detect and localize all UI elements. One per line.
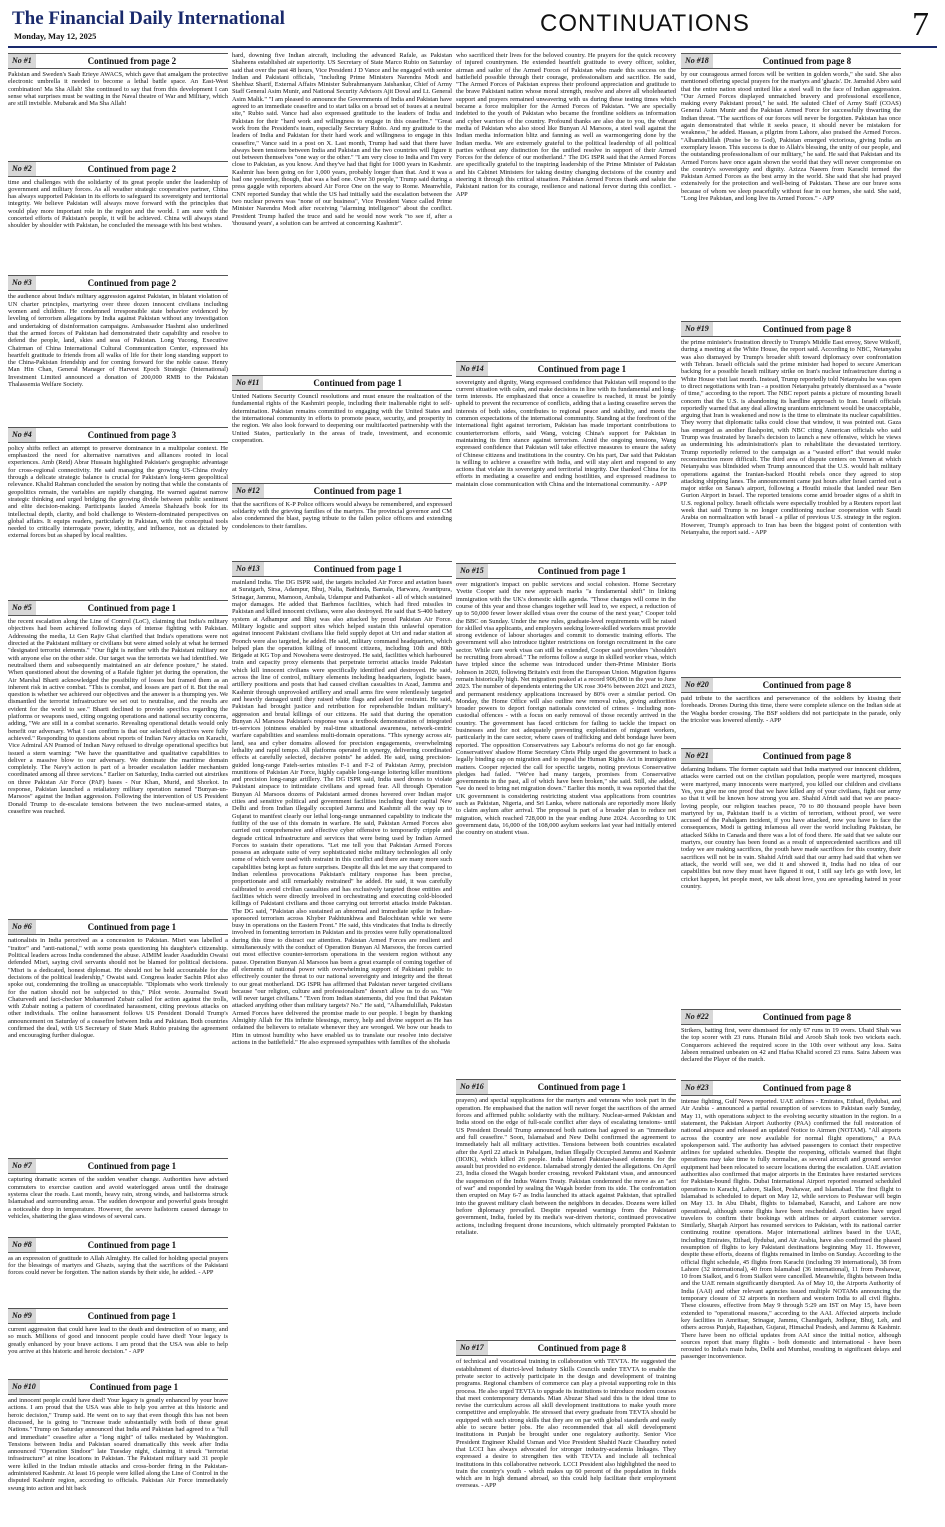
continuation-item — [681, 748, 901, 1007]
section-title: CONTINUATIONS — [540, 10, 750, 37]
item-body-text: prayers) and special supplications for the martyrs and veterans who took part in the operation. He emphasised that the nation will never forget the sacrifices of the armed forces and affirmed public solidarity with the military. Nuclear-armed Pakistan and India stood on the edge of full-scale conflict after days of escalating tensions- until US President Donald Trump announced both nations had agreed to an "immediate and full ceasefire." Soon, Islamabad and New Delhi confirmed the agreement to immediately halt all military activities. Tensions between both countries escalated after the April 22 attack in Pahalgam, Indian Illegally Occupied Jammu and Kashmir (IIOJK), which killed 26 people. India blamed Pakistan-based elements for the assault but provided no evidence. Islamabad strongly denied the allegations. On April 23, India closed the Wagah border crossing, revoked Pakistani visas, and announced the suspension of the Indus Waters Treaty. Pakistan condemned the move as an "act of war" and responded by sealing the Wagah border from its side. The confrontation then erupted on May 6-7 as India launched its attack against Pakistan, that spiralled into the gravest military clash between the neighbors in decades. Dozens were killed before diplomacy prevailed. Despite repeated warnings from the Pakistani government, India, fueled by its media's war-driven rhetoric, continued provocative actions, including frequent drone incursions, which ultimately prompted Pakistan to retaliate. — [456, 1097, 676, 1236]
item-continued-label: Continued from page 1 — [313, 378, 402, 389]
item-number: No #8 — [8, 1238, 36, 1252]
continuation-item — [8, 1237, 228, 1306]
item-number: No #11 — [232, 376, 263, 390]
item-body-text: nationalists in India perceived as a concession to Pakistan. Misri was labelled a "traitor" and "anti-national," with some posts questioning his daughter's citizenship. Political leaders across India condemned the abuse. AIMIM leader Asaduddin Owaisi defended Misri, saying civil servants should not be blamed for political decisions. "Misri is a dedicated, honest diplomat. He should not be held accountable for the decisions of the political leadership," Owaisi said. Congress leader Sachin Pilot also spoke out, condemning the trolling as unacceptable. "Diplomats who work tirelessly for the nation should not be subjected to this," Pilot wrote. Journalist Swati Chaturvedi and fact-checker Mohammed Zubair called for action against the trolls, with Zubair noting a pattern of coordinated harassment, citing previous attacks on other individuals. The online harassment follows US President Donald Trump's announcement on Saturday of a ceasefire between India and Pakistan. Both countries confirmed the deal, with US Secretary of State Mark Rubio praising the agreement and encouraging further dialogue. — [8, 937, 228, 1040]
item-continued-label: Continued from page 2 — [87, 278, 177, 289]
item-continued-label: Continued from page 1 — [537, 566, 627, 577]
item-number: No #14 — [456, 362, 488, 376]
continuation-item — [456, 1340, 676, 1520]
item-continued-label: Continued from page 1 — [87, 603, 177, 614]
continuation-item — [8, 600, 228, 917]
continuation-item — [8, 1379, 228, 1520]
continuation-item — [456, 1079, 676, 1338]
item-number: No #20 — [681, 678, 713, 692]
item-header — [8, 53, 228, 69]
item-number: No #15 — [456, 564, 488, 578]
item-body-text: time and challenges with the solidarity of its great people under the leadership of government and military forces. As all weather strategic cooperative partner, China has always supported Pakistan in its efforts to safeguard its sovereignty and territorial integrity. We believe Pakistan will always move forward with the principles that would play more important role in the region and the world. I am sure with the concerted efforts of Pakistan's people, it will be achieved. China will always stand shoulder by shoulder with Pakistan, he concluded the message with his best wishes. — [8, 178, 228, 230]
continuation-item — [232, 561, 452, 1338]
item-header — [232, 483, 452, 499]
continuation-item — [681, 53, 901, 319]
item-header — [8, 427, 228, 443]
item-continued-label: Continued from page 1 — [87, 1161, 177, 1172]
masthead — [8, 6, 937, 44]
item-header — [8, 161, 228, 177]
item-number: No #23 — [681, 1081, 713, 1095]
item-header — [456, 563, 676, 579]
publication-date: Monday, May 12, 2025 — [14, 31, 97, 41]
item-continued-label: Continued from page 1 — [87, 922, 177, 933]
item-header — [681, 1009, 901, 1025]
item-continued-label: Continued from page 8 — [762, 324, 852, 335]
continuation-item — [8, 275, 228, 424]
item-header — [8, 600, 228, 616]
item-body-text: current aggression that could have lead to the death and destruction of so many, and so much. Millions of good and innocent people could have died! Your legacy is greatly enhanced by your brave actions. I am proud that the USA was able to help you arrive at this historic and heroic decision." - APP — [8, 1325, 228, 1355]
item-continued-label: Continued from page 1 — [313, 564, 403, 575]
item-continued-label: Continued from page 8 — [762, 1011, 852, 1022]
item-number: No #3 — [8, 276, 36, 290]
column-1 — [8, 52, 228, 1520]
item-body-text: Strikers, batting first, were dismissed for only 67 runs in 19 overs. Ubaid Shah was the top scorer with 23 runs. Hunain Bilal and Aroob Shah took two wickets each. Conquerors achieved the required score in the 10th over without any loss. Saira Jabeen remained unbeaten on 42 and Hafsa Khalid scored 23 runs. Saira Jabeen was declared the Player of the match. — [681, 1026, 901, 1064]
continuation-item — [681, 1009, 901, 1078]
continuation-item — [681, 1080, 901, 1520]
column-4 — [681, 52, 901, 1520]
item-number: No #19 — [681, 322, 713, 336]
item-continued-label: Continued from page 3 — [87, 429, 177, 440]
item-number: No #18 — [681, 54, 713, 68]
item-continued-label: Continued from page 2 — [87, 163, 177, 174]
item-body-text: the recent escalation along the Line of Control (LoC), claiming that India's military objectives had been achieved following days of intense fighting with Pakistan. Addressing the media, Lt Gen Rajiv Ghai clarified that India's operations were not directed at the Pakistani military or civilians but were aimed solely at what he termed "designated terrorist elements." "Our fight is neither with the Pakistani military nor with anyone else on the other side. Our target was the terrorists we had identified. We neutralised them and subsequently maintained an air defence posture," he stated. When questioned about the downing of a Rafale fighter jet during the operation, the Air Marshal Bharti acknowledged the possibility of losses but framed them as an inherent risk in active combat. "This is combat, and losses are part of it. But the real question is whether we achieved our objectives and the answer is a thumping yes. We dismantled the terrorist infrastructure we set out to neutralise, and the results are evident for the world to see." Bharti declined to provide specifics regarding the platforms or weapons used, citing ongoing operations and national security concerns, adding, "We are still in a combat scenario. Revealing operational details would only benefit our adversary. What I can confirm is that our selected objectives were fully achieved." Responding to questions about reports of Indian Navy attacks on Karachi, Vice Admiral AN Pramod of Indian Navy refused to divulge operational specifics but issued a stern warning: "We have the quantitative and qualitative capabilities to deliver a massive blow to our adversary. We dominate the maritime domain completely. The Navy's action is part of a broader escalation ladder mechanism coordinated among all three services." Earlier on Saturday, India carried out airstrikes on three Pakistan Air Force (PAF) bases - Nur Khan, Murid, and Shorkot. In response, Pakistan launched a retaliatory military operation named "Bunyan-un-Marsoos" against the Indian aggression. Following the intervention of US President Donald Trump to de-escalate tensions between the two nuclear-armed states, a ceasefire was reached. — [8, 618, 228, 815]
item-body-text: policy shifts reflect an attempt to preserve dominance in a multipolar context. He emphasized the need for alternative narratives and alliances rooted in local experiences. Amb (Retd) Abrar Hussain highlighted Pakistan's geographic advantage for cross-regional connectivity. He said managing the growing US-China rivalry through a delicate strategic balance is crucial for Pakistan's long-term geopolitical relevance. Khalid Rahman concluded the session by noting that while the constants of geopolitics remain, the variables are rapidly changing. He warned against narrow strategic thinking and urged bridging the growing divide between public sentiment and elite decision-making. Participants lauded Ameela Shahzad's book for its intellectual depth, clarity, and bold challenge to Western-dominated perspectives on global affairs. It equips readers, particularly in Pakistan, with the conceptual tools needed to critically interrogate power, identity, and influence, not as dictated by external forces but as shaped by local realities. — [8, 444, 228, 540]
item-number: No #9 — [8, 1309, 36, 1323]
item-body-text: sovereignty and dignity, Wang expressed confidence that Pakistan will respond to the current situation with calm, and make decisions in line with its fundamental and long-term interests. He emphasized that once a ceasefire is reached, it must be jointly upheld to prevent the recurrence of conflicts, adding that a lasting ceasefire serves the interests of both sides, contributes to regional peace and stability, and meets the common expectations of the international community. Standing at the forefront of the international fight against terrorism, Pakistan has made important contributions to counterterrorism efforts, said Wang, voicing China's support for Pakistan in maintaining its firm stance against terrorism. Amid the ongoing tensions, Wang expressed confidence that Pakistan will take effective measures to ensure the safety of Chinese citizens and institutions in the country. On his part, Dar said that Pakistan is willing to achieve a ceasefire with India, and will stay alert and respond to any actions that violate its sovereignty and territorial integrity. Dar thanked China for its efforts in mediating a ceasefire and ending hostilities, and expressed readiness to maintain close communication with China and the international community. - APP — [456, 378, 676, 488]
continuation-item — [8, 1158, 228, 1234]
continuation-item — [232, 52, 452, 373]
item-continued-label: Continued from page 8 — [537, 1343, 627, 1354]
continuation-item — [681, 321, 901, 675]
item-continued-label: Continued from page 8 — [762, 751, 852, 762]
item-header — [456, 1079, 676, 1095]
item-body-text: the audience about India's military aggression against Pakistan, in blatant violation of UN charter principles, martyring over three dozen innocent civilians including women and children. He condemned irresponsible state behavior evidenced by leveling of terrorism allegations by India against Pakistan without any investigation and undertaking of disinformation campaigns. Ambassador Hashmi also underlined that the armed forces of Pakistan had demonstrated their capability and resolve to defend the people, land, skies and seas of Pakistan. Long Yucong, Executive Chairman of China International Cultural Communication Center, expressed his heartfelt gratitude to friends from all walks of life for their long standing support to the China-Pakistan friendship and for coming forward for the noble cause. Henry Man Hin Chan, General Manager of Harvest Epoch Strategic (International) Investment Limited announced a donation of 200,000 RMB to the Pakistan Thalassemia Welfare Society. — [8, 293, 228, 389]
item-continued-label: Continued from page 1 — [87, 1239, 177, 1250]
item-body-text: hard, downing five Indian aircraft, including the advanced Rafale, as Pakistan Shaheens established air superiority. US Secretary of State Marco Rubio on Saturday said that over the past 48 hours, Vice President J D Vance and he engaged with senior Indian and Pakistani officials, "including Prime Ministers Narendra Modi and Shehbaz Sharif, External Affairs Minister Subrahmanyam Jaishankar, Chief of Army Staff General Asim Munir, and National Security Advisors Ajit Doval and Lt. General Asim Malik." "I am pleased to announce the Governments of India and Pakistan have agreed to an immediate ceasefire and to start talks on a broad set of issues at a neutral site," Rubio said. Vance had also expressed gratitude to the leaders of India and Pakistan for their "hard work and willingness to engage in this ceasefire." "Great work from the President's team, especially Secretary Rubio. And my gratitude to the leaders of India and Pakistan for their hard work and willingness to engage in this ceasefire," Vance said in a post on X. Last month, Trump had said that there have always been tensions between India and Pakistan and the two countries will figure it out between themselves "one way or the other." "I am very close to India and I'm very close to Pakistan, as you know. And they've had that fight for 1000 years in Kashmir. Kashmir has been going on for 1,000 years, probably longer than that. And it was a bad one yesterday, though, that was a bad one. Over 30 people," Trump said during a press gaggle with reporters aboard Air Force One on the way to Rome. Meanwhile, CNN reported Sunday that while the US had initially said the escalation between the two nuclear powers was "none of our business", Vice President Vance called Prime Minister Narendra Modi after receiving "alarming intelligence" about the conflict. President Trump hailed the truce and said he would now work "to see if, after a 'thousand years', a solution can be arrived at concerning Kashmir". — [232, 52, 452, 227]
item-header — [232, 561, 452, 577]
item-number: No #16 — [456, 1080, 488, 1094]
item-number: No #2 — [8, 162, 36, 176]
item-number: No #21 — [681, 749, 713, 763]
item-number: No #10 — [8, 1380, 40, 1394]
newspaper-name: The Financial Daily International — [12, 8, 285, 29]
continuation-item — [232, 483, 452, 559]
continuation-item — [232, 375, 452, 481]
continuation-item — [8, 919, 228, 1156]
item-body-text: paid tribute to the sacrifices and perseverance of the soldiers by kissing their foreheads. Drones During this time, there were complete silence on the Indian side at the Wagha border crossing. The BSF soldiers did not participate in the parade, only the tricolor was lowered silently. - APP — [681, 694, 901, 724]
item-body-text: United Nations Security Council resolutions and must ensure the realization of the fundamental rights of the Kashmiri people, including their inalienable right to self-determination. Pakistan remains committed to engaging with the United States and the international community in efforts to promote peace, security, and prosperity in the region. We also look forward to deepening our multifaceted partnership with the United States, particularly in the areas of trade, investment, and economic cooperation. — [232, 393, 452, 444]
continuation-item — [8, 161, 228, 274]
item-header — [456, 1340, 676, 1356]
item-body-text: capturing dramatic scenes of the sudden weather change. Authorities have advised commuters to exercise caution and avoid waterlogged areas until the drainage systems clear the roads. Last month, heavy rain, strong winds, and hailstorms struck Islamabad and surrounding areas. The sudden downpour and powerful gusts brought a noticeable drop in temperature. However, the severe hailstorm caused damage to vehicles, shattering the glass windows of several cars. — [8, 1176, 228, 1220]
item-number: No #22 — [681, 1010, 713, 1024]
continuation-item — [8, 427, 228, 598]
item-body-text: defaming Indians. The former captain said that India martyred our innocent children, attacks were carried out on the civilian population, people were martyred, mosques were martyred, many innocents were martyred, you killed our children and civilians Yes, you give me one proof that we have killed any of your civilians, fight our army so that it will be known how strong you are. Shahid Afridi said that we are peace-loving people, our religion teaches peace, 70 to 80 thousand people have been martyred by us, Pakistan itself is a victim of terrorism, without proof, we were accused of the Pahalgam incident, if you have attacked, now you have to face the consequences, Modi is getting infamous all over the world including Pakistan, he attacked Sikhs in Canada and there was a lot of food there. He said that we salute our martyrs, our country has been found as a result of unprecedented sacrifices and till today we are making sacrifices, the youth have made sacrifices for this country, their sacrifices will not be in vain. Shahid Afridi said that our army had said that when we attack, the world will see, we did it and showed it, India had no idea of our capabilities but now they must have figured it out, I still say let's go with love, let cricket happen, let people meet, we talk about love, you are spreading hatred in your country. — [681, 766, 901, 890]
column-3 — [456, 52, 676, 1520]
item-number: No #4 — [8, 428, 36, 442]
column-2 — [232, 52, 452, 1520]
item-header — [681, 1080, 901, 1096]
item-body-text: intense fighting, Gulf News reported. UAE airlines - Emirates, Etihad, flydubai, and Air Arabia - announced a partial resumption of services to Pakistan early Sunday, May 11, with operations subject to the evolving security situation in the region. In a statement, the Pakistan Airport Authority (PAA) confirmed the full restoration of national airspace and released an updated Notice to Airmen (NOTAM). "All airports across the country are now available for normal flight operations," a PAA spokesperson said. The authority has advised passengers to contact their respective airlines for updated schedules. Despite the reopening, officials warned that flight operations may take time to fully normalise, as several aircraft and ground service equipment had been relocated to secure locations during the escalation. UAE aviation authorities also confirmed that major airports in the Emirates have restarted services for Pakistan-bound flights. Dubai International Airport reported resumed scheduled operations to Karachi, Lahore, Sialkot, Peshawar, and Islamabad. The first flight to Islamabad is scheduled to depart on May 12, while services to Peshawar will begin on May 13. In Abu Dhabi, flights to Islamabad, Karachi, and Lahore are now operational, although some flights have been rescheduled. Authorities have urged travelers to confirm their bookings with airlines or airport customer service. Similarly, Sharjah Airport has resumed services to Pakistan, with its national carrier continuing routine operations. Major international airlines based in the UAE, including Emirates, Etihad, flydubai, and Air Arabia, have also confirmed the phased resumption of flights to key Pakistani destinations beginning May 11. However, despite these efforts, dozens of flights remained in limbo on Sunday. According to the official flight schedule, 45 flights from Karachi (including 39 international), 38 from Lahore (32 international), 40 from Islamabad (36 international), 11 from Peshawar, 10 from Sialkot, and 6 from Sialkot were cancelled. Meanwhile, flights between India and the UAE remain significantly disrupted. As of May 10, the Airports Authority of India (AAI) and other relevant agencies issued multiple NOTAMs announcing the temporary closure of 32 airports in northern and western India to all civil flights. These closures, effective from May 9 through 5:29 am IST on May 15, have been extended to "operational reasons," according to the AAI. Affected airports include key facilities in Amritsar, Srinagar, Jammu, Chandigarh, Jodhpur, Bhuj, Leh, and others across Punjab, Rajasthan, Gujarat, Himachal Pradesh, and Jammu & Kashmir. There have been no official updates from AAI since the initial notice, although sources report that many flights - both domestic and international - have been rerouted to India's main hubs, Delhi and Mumbai, resulting in significant delays and passenger inconvenience. — [681, 1098, 901, 1361]
item-continued-label: Continued from page 1 — [313, 485, 403, 496]
item-header — [8, 275, 228, 291]
continuation-item — [456, 52, 676, 359]
item-number: No #5 — [8, 601, 36, 615]
item-header — [681, 677, 901, 693]
item-body-text: the prime minister's frustration directly to Trump's Middle East envoy, Steve Witkoff, during a meeting at the White House, the report said. According to NBC, Netanyahu was also dismayed by Trump's broader shift toward diplomacy over confrontation with Tehran. Israeli officials said the prime minister had hoped to secure American backing for a possible Israeli military strike on Iran's nuclear infrastructure during a White House visit last month. Instead, Trump reportedly told Netanyahu he was open to direct negotiations with Iran - a position Netanyahu privately dismissed as a "waste of time," according to the report. The NBC report paints a picture of mounting Israeli concern that the U.S. is abandoning its hardline approach to Iran. Israeli officials reportedly warned that any deal allowing uranium enrichment would be unacceptable, arguing that Iran is weakened and now is the time to eliminate its nuclear capabilities. They worry that diplomatic talks could close that window, it was pointed out. Gaza has emerged as another flashpoint, with NBC citing American officials who said Trump was frustrated by Israel's decision to launch a new offensive, which he views as undermining his administration's plan to rehabilitate the devastated territory. Trump reportedly referred to the campaign as a "wasted effort" that would make reconstruction more difficult. The third area of dispute centers on Yemen at which Netanyahu was blindsided when Trump announced that the U.S. would halt military operations against the Iranian-backed Houthi rebels once they agreed to stop attacking shipping lanes. The announcement came just hours after Israel carried out a major strike on Sanaa's airport, following a Houthi missile that landed near Ben Gurion Airport in Israel. The reported tensions come amid broader signs of a shift in U.S. regional policy. Israeli officials were especially troubled by a Reuters report last week that said Trump is no longer conditioning nuclear cooperation with Saudi Arabia on normalization with Israel - a pillar of previous U.S. strategy in the region. However, Trump's approach to Iran has been the biggest point of contention with Netanyahu, the report said. - APP — [681, 339, 901, 536]
item-body-text: and innocent people could have died! Your legacy is greatly enhanced by your brave actions. I am proud that the USA was able to help you arrive at this historic and heroic decision," Trump said. He went on to say that even though this has not been discussed, he is going to "increase trade substantially with both of these great Nations." Trump on Saturday announced that India and Pakistan had agreed to a "full and immediate" ceasefire after a "long night" of talks mediated by Washington. Tensions between India and Pakistan soared dramatically this week after India announced "Operation Sindoor" late Tuesday night, claiming it struck "terrorist infrastructure" at nine locations in Pakistan. The Pakistani military said 31 people were killed in the Indian missile attacks and cross-border firing in the Pakistan-administered Kashmir. At least 16 people were killed along the Line of Control in the disputed Kashmir region, according to officials. Pakistan Air Force immediately swung into action and hit back — [8, 1397, 228, 1492]
item-body-text: as an expression of gratitude to Allah Almighty. He called for holding special prayers for the blessings of martyrs and Ghazis, saying that the sacrifices of the Pakistani forces could never be forgotten. The nation stands by their side, he added. - APP — [8, 1254, 228, 1277]
item-continued-label: Continued from page 1 — [87, 1310, 177, 1321]
item-body-text: over migration's impact on public services and social cohesion. Home Secretary Yvette Cooper said the new approach marks "a fundamental shift" in linking immigration with the UK's domestic skills agenda. "Those changes will come in the course of this year and those changes together will lead to, we expect, a reduction of up to 50,000 fewer lower skilled visas over the course of the next year," Cooper told the BBC on Sunday. Under the new rules, graduate-level requirements will be raised for skilled visa applicants, and employers seeking lower-skilled workers must provide strong evidence of labour shortages and commit to domestic training efforts. The government will also introduce tighter restrictions on foreign recruitment in the care sector. While care work visas can still be extended, Cooper said providers "shouldn't be recruiting from abroad." The reforms follow a surge in skilled worker visas, which have tripled since the scheme was introduced under then-Prime Minister Boris Johnson in 2020, following Britain's exit from the European Union. Migration figures remain historically high. Net migration peaked at a record 906,000 in the year to June 2023. The number of dependents entering the UK rose 304% between 2021 and 2023, and permanent residency applications increased by 80% over a similar period. On Monday, the Home Office will also outline new removal rules, giving authorities broader powers to deport foreign nationals convicted of crimes - including non-custodial offences - with a focus on early removal of those recently arrived in the country. The government has faced criticism for failing to tackle the impact on businesses and for not adequately preventing exploitation of migrant workers, particularly in the care sector, where cases of trafficking and debt bondage have been reported. The opposition Conservatives say Labour's reforms do not go far enough. Conservatives' shadow Home Secretary Chris Philp urged the government to back a legally binding cap on migration and to repeal the Human Rights Act in immigration matters. Cooper rejected the call for specific targets, noting previous Conservative pledges had failed. "We've had many targets, promises from Conservative governments in the past, all of which have been broken," she said. Still, she added, "we do need to bring net migration down." Earlier this month, it was reported that the UK government is considering restricting student visa applications from countries such as Pakistan, Nigeria, and Sri Lanka, where nationals are reportedly more likely to claim asylum after arrival. The proposal is part of a broader plan to reduce net migration, which reached 728,000 in the year ending June 2024. According to UK government data, 16,000 of the 108,000 asylum seekers last year had initially entered the country on student visas. — [456, 581, 676, 837]
item-number: No #12 — [232, 484, 264, 498]
item-header — [681, 748, 901, 764]
page-number: 7 — [912, 6, 929, 43]
item-number: No #6 — [8, 920, 36, 934]
item-header — [681, 53, 901, 69]
item-body-text: that the sacrifices of K-P Police officers would always be remembered, and expressed solidarity with the grieving families of the martyrs. The provincial governor and CM also condemned the blast, paying tribute to the fallen police officers and extending condolences to their families. — [232, 500, 452, 530]
item-header — [681, 321, 901, 337]
item-continued-label: Continued from page 8 — [762, 56, 852, 66]
item-number: No #13 — [232, 562, 264, 576]
item-header — [8, 1308, 228, 1324]
continuation-item — [456, 361, 676, 562]
item-body-text: who sacrificed their lives for the beloved country. He prayers for the quick recovery of injured countrymen. He extended heartfelt gratitude to every officer, soldier, airman and sailor of the Armed Forces of Pakistan who made this success on the battlefield possible through their courage, professionalism and sacrifice. He said, "The Armed Forces of Pakistan express their profound appreciation and gratitude to the brave Pakistani nation whose moral strength, resolve and above all wholehearted support and prayers remained unwavering with us during these testing times which became a force multiplier for the Armed Forces of Pakistan. "We are specially indebted to the youth of Pakistan who became the frontline soldiers as information and cyber warriors of the country. Profound thanks are also due to you, the vibrant media of Pakistan who also stood like Bunyan Al Marsoos, a steel wall against the Indian media information blitz and fanning as well as warmongering done by the Indian media. We are extremely grateful to the political leadership of all political parties without any distinction for the unified resolve in support of their Armed Forces for the defence of our motherland." The DG ISPR said that the Armed Forces are specifically grateful to the inspiring leadership of the Prime Minister of Pakistan and his Cabinet Ministers for taking destiny changing decisions of the country and steering it through this critical situation. Pakistan Armed Forces thank and salute the Pakistani nation for its courage, resilience and national fervor during this conflict. - APP — [456, 52, 676, 198]
masthead-rule — [8, 46, 937, 48]
item-continued-label: Continued from page 2 — [87, 56, 177, 66]
item-number: No #1 — [8, 54, 36, 68]
continuation-item — [456, 563, 676, 1077]
continuation-item — [8, 1308, 228, 1377]
item-body-text: of technical and vocational training in collaboration with TEVTA. He suggested the establishment of district-level Industry Skills Councils under TEVTA to enable the private sector to actively participate in the design and development of training programs. Regional chambers of commerce can play a pivotal supporting role in this process. He also urged TEVTA to upgrade its institutions to introduce modern courses that meet contemporary demands. Mian Abuzar Shad said this is the ideal time to revise the curriculum across all skill development institutions to make youth more competitive and employable. He stressed that every graduate from TEVTA should be equipped with such strong skills that they are on par with global standards and easily able to secure better jobs. He also recommended that all skill development institutions in Punjab be brought under one regulatory authority. Senior Vice President Engineer Khalid Usman and Vice President Shahid Nazir Chaudhry noted that LCCI has always advocated for stronger industry-academia linkages. They expressed a desire to strengthen ties with TEVTA and include all technical institutions in this collaborative network. LCCI President also highlighted the need to train the country's youth - which makes up 60 percent of the population in fields which are in high demand abroad, so this could help facilitate their employment overseas. - APP — [456, 1358, 676, 1490]
item-header — [8, 919, 228, 935]
item-number: No #17 — [456, 1341, 488, 1355]
item-continued-label: Continued from page 1 — [537, 1082, 627, 1093]
item-header — [8, 1379, 228, 1395]
continuation-item — [8, 53, 228, 159]
item-header — [8, 1237, 228, 1253]
item-header — [232, 375, 452, 391]
continuation-item — [681, 677, 901, 746]
item-continued-label: Continued from page 1 — [537, 363, 627, 374]
item-header — [456, 361, 676, 377]
item-header — [8, 1158, 228, 1174]
item-body-text: mainland India. The DG ISPR said, the targets included Air Force and aviation bases at Suratgarh, Sirsa, Adampur, Bhuj, Nalia, Bathinda, Barnala, Harwara, Avantipura, Srinagar, Jammu, Mamoon, Ambala, Udampur and Pathankot - all of which sustained major damages. He added that Barhmos facilities, which had fired missiles in Pakistan and killed innocent civilians, were also destroyed. He said that S-400 battery system at Adhampur and Bhuj was also attacked by proud Pakistan Air Force. Military logistic and support sites which helped sustain this unlawful operation against innocent Pakistani civilians like field supply depot at Uri and radar station at Poonch were also targeted, he added. He said, military command headquarters, which helped plan the operation killing of innocent citizens, including 10th and 80th Brigade at KG Top and Nowshera were destroyed. He said, facilities which harboured train and capacity proxy elements that perpetrate terrorist attacks inside Pakistan which kill innocent civilians were specifically identified and destroyed. He said, across the line of control, military elements including headquarters, logistic bases, artillery positions and posts that had caused civilian casualties in Azad, Jammu and Kashmir through unprovoked artillery and small arms fire were relentlessly targeted and heavily damaged until they raised white flags and asked for restraint. He said, Pakistan had brought justice and retribution for reprehensible Indian military's aggression and brutal killings of our citizens. He said that during the operation Bunyan Al Marsoos Pakistan's response was a textbook demonstration of integrated tri-services jointness enabled by real-time situational awareness, network-centric warfare capabilities and seamless multi-domain operations. "This synergy across air, land, sea and cyber domains allowed for precision engagements, overwhelming lethality and rapid tempo. All platforms operated in synergy, delivering coordinated effects at carefully selected, decisive points" he added. He said, using precision-guided long-range Fateh-series missiles F-1 and F-2 of Pakistan Army, precision munitions of Pakistan Air Force, highly capable long-range loitering killer munitions and precision long-range artillery. The DG ISPR said, India used drones to violate Pakistani airspace to intimidate civilians and spread fear. All through Operation Bunyan Al Marsoos dozens of Pakistani armed drones hovered over Indian major cities and sensitive political and government facilities including their capital New Delhi and from Indian illegally occupied Jammu and Kashmir all the way up to Gujarat to manifest clearly our lethal long-range unmanned capability to indicate the futility of the use of this domain in warfare. He said, Pakistan Armed Forces also carried out comprehensive and effective cyber offensive to temporarily cripple and degrade critical infrastructure and services that were being used by Indian Armed Forces to sustain their operations. "Let me tell you that Pakistan Armed Forces possess an adequate suite of very sophisticated niche military technologies all only some of which were used with restraint in this conflict and there are many more such capabilities being kept as future surprises. Despite all this let me say that compared to Indian relentless provocations Pakistan's military response has been precise, proportionate and still remarkably restrained" he added. He said, it was carefully calibrated to avoid civilian casualties and has exclusively targeted those entities and facilities which were directly involved in orchestrating and executing cold-blooded killings of Pakistani civilians and those carrying out terrorist attacks inside Pakistan. The DG said, "Pakistan also sustained an abnormal and immediate spike in Indian-sponsored terrorism across Khyber Pakhtunkhwa and Balochistan while we were busy in operations on the Eastern Front." He said, this vindicates that India is directly involved in fomenting terrorism in Pakistan and its proxies were fully operationalized during this time to distract our attention. Pakistan Armed Forces are resilient and simultaneously with the conduct of Operation Bunyan Al Marsoos, the forces carried out most effective counter-terrorism operations in the western region without any pause. Operation Bunyan Al Marsoos has been a great example of coming together of all elements of national power with overwhelming support of Pakistani public to effectively counter the threat to our national sovereignty and integrity and the threat to our great motherland. DG ISPR has affirmed that Pakistan never targeted civilians because "our religion, culture and professionalism" doesn't allow us to do so. "We will never target civilians." "Even from Indian statements, did you find that Pakistan attacked anything other than military targets? No." He said, "Alhamdulillah, Pakistan Armed Forces have delivered the promise made to our people. I begin by thanking Almighty Allah for His infinite blessings, mercy, help and divine support as He has ordained the believers to retaliate whenever they are wronged. We bow our heads to Him in utmost humility who have enabled us to translate our resolve into decisive actions in the battlefield." He also expressed sympathies with families of the shohada — [232, 579, 452, 1046]
item-continued-label: Continued from page 8 — [762, 1083, 852, 1094]
item-continued-label: Continued from page 1 — [89, 1382, 179, 1393]
item-number: No #7 — [8, 1159, 36, 1173]
item-body-text: by our courageous armed forces will be written in golden words," she said. She also mentioned offering special prayers for the martyrs and 'ghazis'. Dr. Jamshid Abro said that the entire nation stood united like a steel wall in the face of Indian aggression. "Our Armed Forces displayed unmatched bravery and professional excellence, making every Pakistani proud," he said. He saluted Chief of Army Staff (COAS) General Asim Munir and the Pakistan Armed Force for successfully thwarting the Indian threat. "The sacrifices of our forces will never be forgotten. Pakistan has once again demonstrated that while it seeks peace, it should never be mistaken for weakness," he added. Hassan, a pilgrim from Lahore, also praised the Armed Forces. "Alhamdulillah (Praise be to God), Pakistan emerged victorious, giving India an exemplary lesson. This success is due to Allah's blessing, the unity of our people, and the outstanding professionalism of our military," he said. He said that Pakistan and its Armed Forces have once again shown the world that they will never compromise on the country's sovereignty and dignity. Azizza Naeem from Karachi termed the Pakistan Armed Forces as the best army in the world. She said that she had prayed extensively for the protection and well-being of Pakistan. These are our brave sons because of whom we sleep peacefully without fear in our homes, she said. She said, "Long live Pakistan, and long live its Armed Forces." - APP — [681, 71, 901, 203]
item-continued-label: Continued from page 8 — [762, 679, 852, 690]
item-body-text: Pakistan and Sweden's Saab Erieye AWACS, which gave that amalgam the protective electronic umbrella it needed to become a lethal battle space. An East-West combination! Ma Sha Allah! She continued to say that from this development I can sense what surprises must be waiting in the Naval theatre of War and Military, which are still invisible. Mubarak and Ma Sha Allah! — [8, 71, 228, 108]
